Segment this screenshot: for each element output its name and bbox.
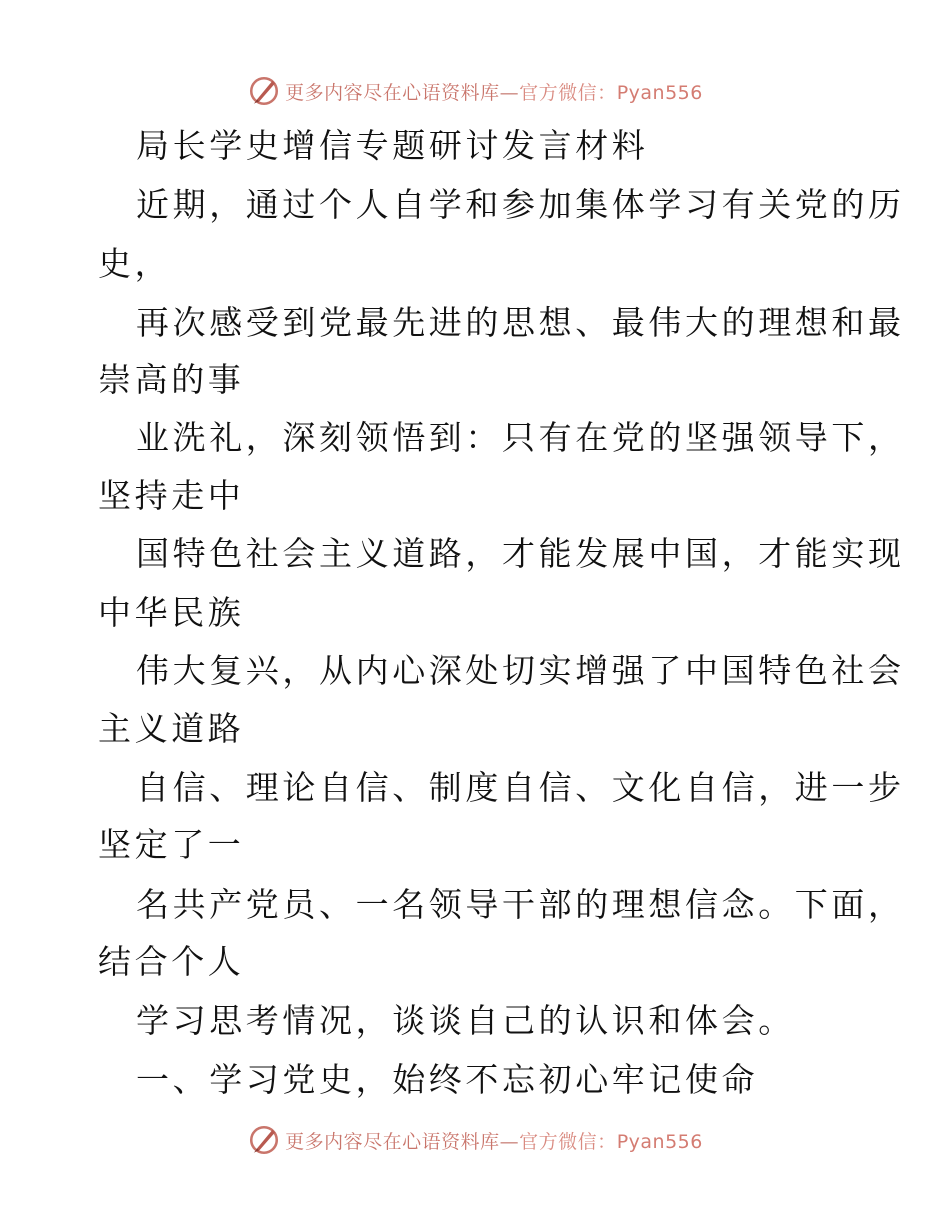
quill-pen-logo-icon xyxy=(247,74,281,108)
paragraph-line: 中华民族 xyxy=(98,593,245,632)
paragraph-line: 再次感受到党最先进的思想、最伟大的理想和最 xyxy=(136,303,905,342)
watermark-separator: — xyxy=(499,81,520,104)
watermark-main-text: 更多内容尽在心语资料库 xyxy=(285,1130,500,1153)
watermark-main-text: 更多内容尽在心语资料库 xyxy=(285,81,500,104)
paragraph-line: 崇高的事 xyxy=(98,360,245,399)
watermark-wechat-id: Pyan556 xyxy=(616,81,703,104)
watermark-header xyxy=(0,71,950,111)
watermark-separator: — xyxy=(499,1130,520,1153)
document-title: 局长学史增信专题研讨发言材料 xyxy=(136,126,649,165)
paragraph-line: 史， xyxy=(98,244,172,283)
paragraph-line: 结合个人 xyxy=(98,942,245,981)
paragraph-line: 坚持走中 xyxy=(98,476,245,515)
paragraph-line: 坚定了一 xyxy=(98,825,245,864)
paragraph-line: 近期，通过个人自学和参加集体学习有关党的历 xyxy=(136,185,905,224)
paragraph-line: 国特色社会主义道路，才能发展中国，才能实现 xyxy=(136,534,905,573)
watermark-text xyxy=(285,1127,703,1154)
paragraph-line: 业洗礼，深刻领悟到：只有在党的坚强领导下， xyxy=(136,418,905,457)
paragraph-line: 伟大复兴，从内心深处切实增强了中国特色社会 xyxy=(136,651,905,690)
watermark-wechat-id: Pyan556 xyxy=(616,1130,703,1153)
watermark-label: 官方微信： xyxy=(519,81,617,104)
section-heading: 一、学习党史，始终不忘初心牢记使命 xyxy=(136,1060,759,1099)
watermark-footer xyxy=(0,1120,950,1160)
watermark-text xyxy=(285,78,703,105)
paragraph-line: 名共产党员、一名领导干部的理想信念。下面， xyxy=(136,885,905,924)
watermark-label: 官方微信： xyxy=(519,1130,617,1153)
paragraph-line: 学习思考情况，谈谈自己的认识和体会。 xyxy=(136,1001,795,1040)
quill-pen-logo-icon xyxy=(247,1123,281,1157)
paragraph-line: 主义道路 xyxy=(98,709,245,748)
paragraph-line: 自信、理论自信、制度自信、文化自信，进一步 xyxy=(136,768,905,807)
